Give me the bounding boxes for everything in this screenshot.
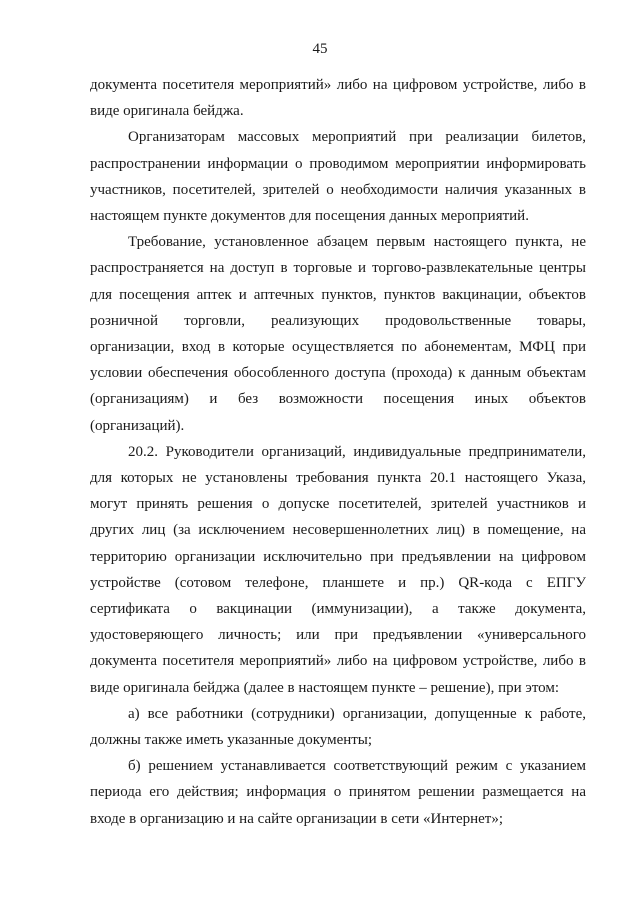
text-line: устройстве (сотовом телефоне, планшете и пр.) QR-кода с ЕПГУ [90,574,586,591]
text-line: розничной торговли, реализующих продовольственные товары, [90,312,586,329]
text-line: других лиц (за исключением несовершеннолетних лиц) в помещение, на [90,522,586,539]
text-line: распространяется на доступ в торговые и торгово-развлекательные центры [90,260,586,277]
text-line: виде оригинала бейджа. [90,103,244,120]
paragraph [90,439,586,701]
text-line: для посещения аптек и аптечных пунктов, пунктов вакцинации, объектов [90,286,586,303]
text-line: б) решением устанавливается соответствующий режим с указанием [128,758,586,775]
text-line: Организаторам массовых мероприятий при реализации билетов, [128,129,586,146]
document-body [90,72,586,832]
paragraph [90,229,586,439]
paragraph [90,124,586,229]
text-line: должны также иметь указанные документы; [90,732,373,749]
text-line: документа посетителя мероприятий» либо на цифровом устройстве, либо в [90,653,586,670]
text-line: для которых не установлены требования пункта 20.1 настоящего Указа, [90,470,586,487]
text-line: виде оригинала бейджа (далее в настоящем пункте – решение), при этом: [90,679,560,696]
page-number: 45 [312,41,328,57]
paragraph [90,72,586,124]
text-line: периода его действия; информация о принятом решении размещается на [90,784,586,801]
text-line: 20.2. Руководители организаций, индивидуальные предприниматели, [128,443,586,460]
text-line: условии обеспечения обособленного доступа (прохода) к данным объектам [90,365,586,382]
text-line: а) все работники (сотрудники) организации, допущенные к работе, [128,705,586,722]
text-line: входе в организацию и на сайте организации в сети «Интернет»; [90,810,504,827]
text-line: удостоверяющего личность; или при предъявлении «универсального [90,627,586,644]
text-line: участников, посетителей, зрителей о необходимости наличия указанных в [90,181,586,198]
text-line: организации, вход в которые осуществляется по абонементам, МФЦ при [90,339,586,356]
text-line: могут принять решения о допуске посетителей, зрителей участников и [90,496,586,513]
paragraph [90,753,586,832]
text-line: территорию организации исключительно при предъявлении на цифровом [90,548,586,565]
text-line: распространении информации о проводимом мероприятии информировать [90,155,586,172]
paragraph [90,701,586,753]
text-line: (организаций). [90,417,185,434]
text-line: Требование, установленное абзацем первым настоящего пункта, не [128,234,586,251]
text-line: документа посетителя мероприятий» либо на цифровом устройстве, либо в [90,77,586,93]
text-line: (организациям) и без возможности посещения иных объектов [90,391,586,408]
text-line: настоящем пункте документов для посещения данных мероприятий. [90,208,529,225]
text-line: сертификата о вакцинации (иммунизации), а также документа, [90,601,586,618]
